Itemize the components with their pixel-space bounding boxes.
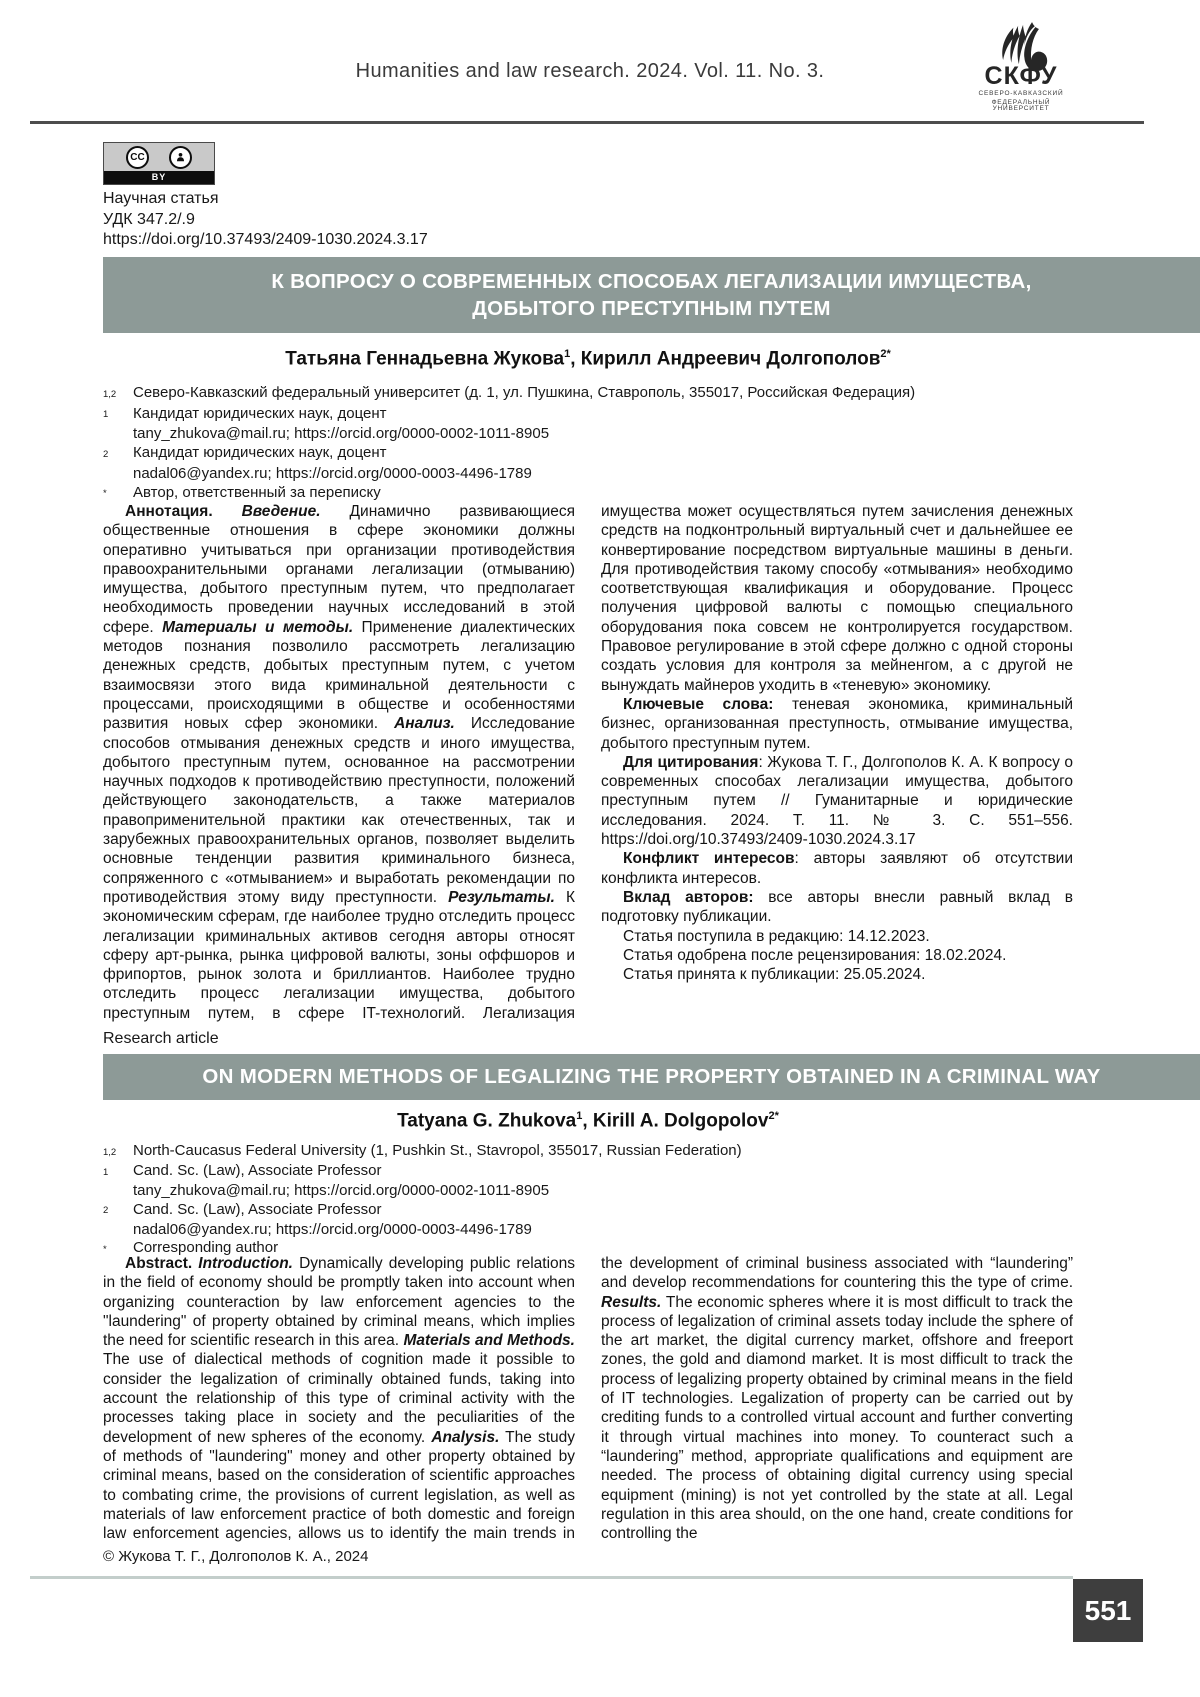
affiliation-marker: *	[103, 488, 107, 499]
affiliation-row	[103, 1142, 1073, 1162]
cc-license-badge	[103, 142, 215, 185]
author-en-2-sup: 2*	[768, 1110, 779, 1122]
affiliations-en	[103, 1142, 1073, 1259]
affiliation-row	[103, 1221, 1073, 1240]
affiliation-row	[103, 1182, 1073, 1201]
logo-caption-line2: ФЕДЕРАЛЬНЫЙ УНИВЕРСИТЕТ	[991, 98, 1051, 112]
author-ru-1-sup: 1	[564, 348, 571, 360]
affiliation-marker: 2	[103, 448, 109, 460]
footer-copyright: © Жукова Т. Г., Долгополов К. А., 2024	[103, 1548, 369, 1565]
author-contribution: Вклад авторов: все авторы внесли равный вклад в подготовку публикации.	[601, 888, 1073, 926]
doi-link: https://doi.org/10.37493/2409-1030.2024.3.17	[103, 231, 428, 248]
affiliation-marker: *	[103, 1243, 107, 1255]
abstract-ru	[103, 502, 1073, 1032]
affiliation-row	[103, 404, 1073, 425]
logo-acronym: СКФУ	[984, 62, 1058, 90]
affiliation-marker: 1,2	[103, 388, 117, 400]
journal-title: Humanities and law research. 2024. Vol. 11. No. 3.	[355, 60, 825, 82]
affiliation-text: North-Caucasus Federal University (1, Pushkin St., Stavropol, 355017, Russian Federation)	[133, 1142, 742, 1159]
author-en-1: Tatyana G. Zhukova	[397, 1110, 577, 1132]
affiliation-marker: 1,2	[103, 1146, 117, 1158]
affiliation-text: Северо-Кавказский федеральный университет (д. 1, ул. Пушкина, Ставрополь, 355017, Российская Федерация)	[133, 384, 916, 401]
abstract-ru-paragraph: Аннотация. Введение. Динамично развивающиеся общественные отношения в сфере экономики должны оперативно учитываться при организации противодействия правоохранительными органами легализации (отмыванию) имущества, добытого преступным путем, что предполагает необходимость проведении научных исследований в этой сфере. Материалы и методы. Применение диалектических методов познания позволило рассмотреть легализацию денежных средств, добытых преступным путем, с учетом взаимосвязи этого вида криминальной деятельности с процессами, происходящими в обществе и особенностями развития новых сфер экономики. Анализ. Исследование способов отмывания денежных средств и иного имущества, добытого преступным путем, основанное на рассмотрении научных подходов к противодействию преступности, положений действующего законодательств, а также материалов правоприменительной практики как отечественных, так и зарубежных правоохранительных органов, позволяет выделить основные тенденции развития криминального бизнеса, сопряженного с «отмыванием» и выработать рекомендации по противодействия этому виду преступности. Результаты. К экономическим сферам, где наиболее трудно отследить процесс легализации криминальных активов сегодня авторы относят сферу арт-рынка, рынка цифровой валюты, зоны оффшоров и фрипортов, рынок золота и бриллиантов. Наиболее трудно отследить процесс легализации имущества, добытого преступным путем, в сфере IT-технологий. Легализация имущества может осуществляться путем зачисления денежных средств на подконтрольный виртуальный счет и дальнейшее ее конвертирование посредством виртуальные машины в деньги. Для противодействия такому способу «отмывания» необходимо соответствующая квалификация и оборудование. Процесс получения цифровой валюты с помощью специального оборудования пока совсем не контролируется государством. Правовое регулирование в этой сфере должно с одной стороны создать условия для контроля за мейненгом, а с другой не вынуждать майнеров уходить в «теневую» экономику.	[103, 503, 1073, 1022]
affiliation-text: Corresponding author	[133, 1239, 279, 1256]
abstract-en-paragraph: Abstract. Introduction. Dynamically developing public relations in the field of economy should be promptly taken into account when organizing counteraction by law enforcement agencies to the "laundering" of property obtained by criminal means, which implies the need for scientific research in this area. Materials and Methods. The use of dialectical methods of cognition made it possible to consider the legalization of criminally obtained funds, taking into account the relationship of this type of criminal activity with the processes taking place in society and the peculiarities of the development of new spheres of the economy. Analysis. The study of methods of "laundering" money and other property obtained by criminal means, based on the consideration of scientific approaches to combating crime, the provisions of current legislation, as well as materials of law enforcement practice of both domestic and foreign law enforcement agencies, allows us to identify the main trends in the development of criminal business associated with “laundering” and develop recommendations for countering this the type of crime. Results. The economic spheres where it is most difficult to track the process of legalization of criminal assets today include the sphere of the art market, the digital currency market, offshore and freeport zones, the gold and diamond market. It is most difficult to track the process of legalizing property obtained by criminal means in the field of IT technologies. Legalization of property can be carried out by crediting funds to a controlled virtual account and further converting it through virtual machines into money. To counteract such a “laundering” method, appropriate qualifications and equipment are needed. The process of obtaining digital currency using special equipment (mining) is not yet controlled by the state at all. Legal regulation in this area should, on the one hand, create conditions for controlling the	[103, 1255, 1073, 1543]
author-en-1-sup: 1	[576, 1110, 583, 1122]
date-accepted: Статья принята к публикации: 25.05.2024.	[623, 966, 926, 984]
author-ru-2: , Кирилл Андреевич Долгополов	[570, 348, 881, 370]
conflict-of-interest: Конфликт интересов: авторы заявляют об отсутствии конфликта интересов.	[601, 850, 1073, 887]
affiliation-row	[103, 424, 1073, 443]
affiliation-marker	[103, 424, 133, 443]
affiliation-email-orcid: nadal06@yandex.ru; https://orcid.org/0000-0003-4496-1789	[133, 1220, 532, 1238]
date-received: Статья поступила в редакцию: 14.12.2023.	[623, 927, 930, 945]
affiliation-text: Автор, ответственный за переписку	[133, 483, 381, 501]
affiliation-row	[103, 443, 1073, 464]
date-approved: Статья одобрена после рецензирования: 18.02.2024.	[623, 946, 1007, 964]
affiliation-text: Cand. Sc. (Law), Associate Professor	[133, 1200, 382, 1218]
footer-rule	[30, 1576, 1073, 1579]
author-ru-2-sup: 2*	[880, 348, 891, 360]
author-ru-1: Татьяна Геннадьевна Жукова	[285, 348, 565, 370]
university-logo	[962, 18, 1080, 113]
abstract-en	[103, 1254, 1073, 1550]
affiliation-marker	[103, 1182, 133, 1201]
page-number-badge	[1073, 1579, 1143, 1642]
affiliation-text: Cand. Sc. (Law), Associate Professor	[133, 1162, 382, 1179]
article-title-en-banner	[103, 1054, 1200, 1100]
affiliation-marker: 1	[103, 409, 109, 420]
affiliation-email-orcid: tany_zhukova@mail.ru; https://orcid.org/0000-0002-1011-8905	[133, 425, 550, 442]
affiliation-email-orcid: tany_zhukova@mail.ru; https://orcid.org/0000-0002-1011-8905	[133, 1182, 550, 1199]
cc-icon: CC	[126, 146, 149, 169]
affiliation-text: Кандидат юридических наук, доцент	[133, 404, 387, 422]
author-en-2: , Kirill A. Dolgopolov	[582, 1110, 769, 1132]
citation-ru: Для цитирования: Жукова Т. Г., Долгополов К. А. К вопросу о современных способах легализации имущества, добытого преступным путем // Гуманитарные и юридические исследования. 2024. Т. 11. № 3. С. 551–556. https://doi.org/10.37493/2409-1030.2024.3.17	[601, 753, 1073, 849]
research-article-label: Research article	[103, 1030, 219, 1047]
header-rule	[30, 121, 1144, 124]
affiliation-text: Кандидат юридических наук, доцент	[133, 444, 387, 461]
affiliations-ru	[103, 383, 1073, 503]
article-title-ru-line1: К ВОПРОСУ О СОВРЕМЕННЫХ СПОСОБАХ ЛЕГАЛИЗАЦИИ ИМУЩЕСТВА,	[271, 270, 1032, 293]
affiliation-email-orcid: nadal06@yandex.ru; https://orcid.org/0000-0003-4496-1789	[133, 464, 532, 482]
affiliation-marker: 2	[103, 1205, 109, 1216]
udc-number: УДК 347.2/.9	[103, 210, 195, 228]
keywords-ru: Ключевые слова: теневая экономика, криминальный бизнес, организованная преступность, отмывание имущества, добытого преступным путем.	[601, 695, 1073, 752]
affiliation-marker	[103, 464, 133, 483]
article-title-en: ON MODERN METHODS OF LEGALIZING THE PROPERTY OBTAINED IN A CRIMINAL WAY	[202, 1065, 1101, 1088]
authors-en	[103, 1110, 1073, 1132]
article-title-ru-line2: ДОБЫТОГО ПРЕСТУПНЫМ ПУТЕМ	[472, 297, 831, 320]
affiliation-row	[103, 1162, 1073, 1182]
logo-caption-line1: СЕВЕРО-КАВКАЗСКИЙ	[978, 90, 1064, 97]
affiliation-marker	[103, 1221, 133, 1240]
authors-ru	[103, 348, 1073, 370]
affiliation-row	[103, 1201, 1073, 1221]
cc-by-label: BY	[104, 171, 214, 184]
affiliation-row	[103, 383, 1073, 404]
affiliation-marker: 1	[103, 1166, 109, 1178]
cc-by-person-icon	[169, 146, 192, 169]
article-title-ru-banner	[103, 257, 1200, 333]
article-meta	[103, 189, 428, 251]
article-type-ru: Научная статья	[103, 190, 219, 207]
page-number: 551	[1084, 1594, 1132, 1626]
affiliation-row	[103, 483, 1073, 504]
affiliation-row	[103, 464, 1073, 483]
